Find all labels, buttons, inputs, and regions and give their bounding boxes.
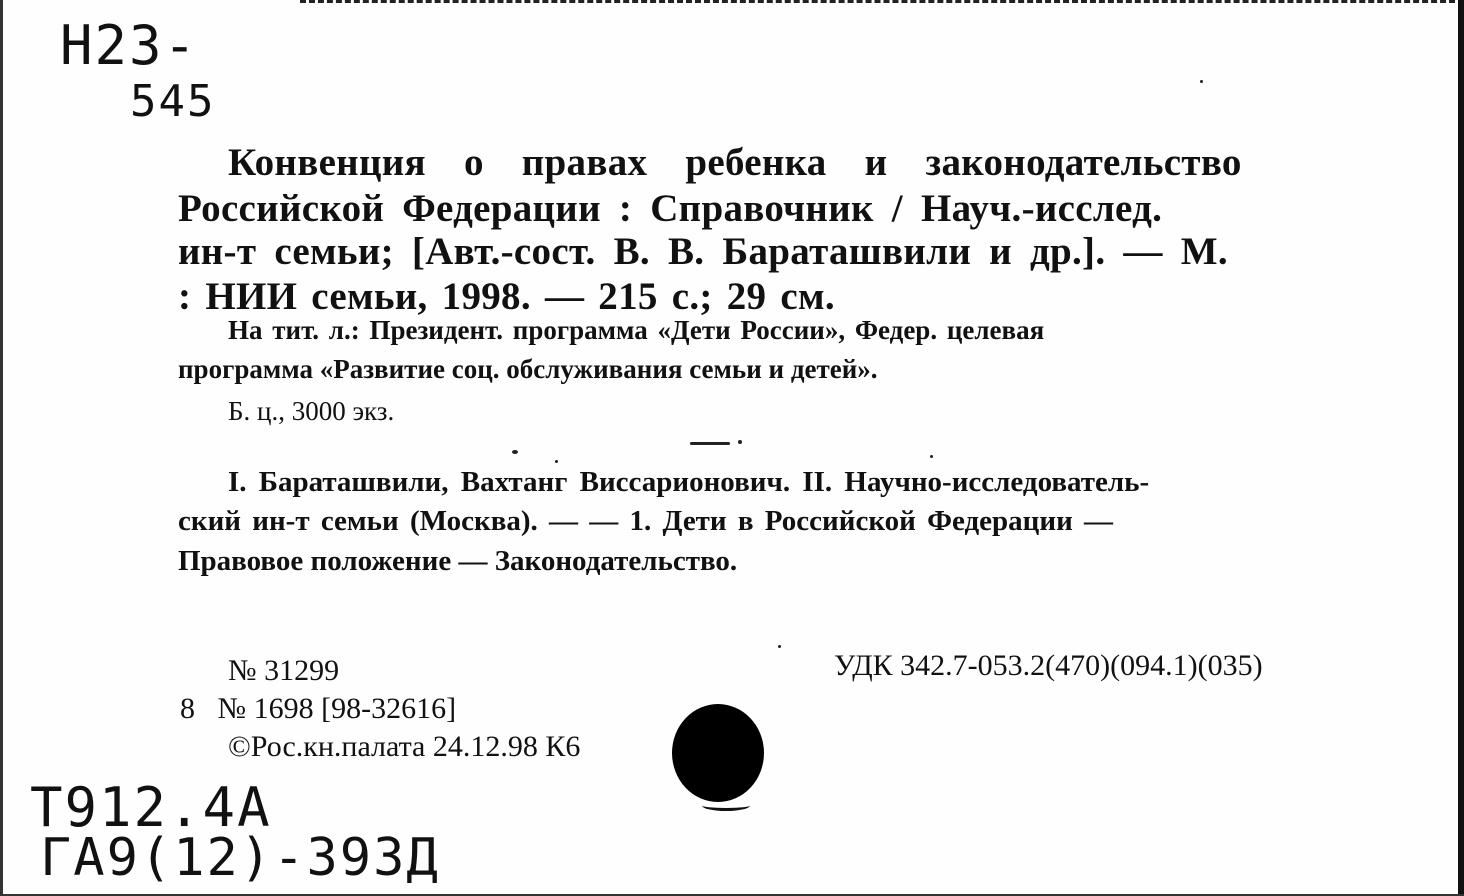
title-line-2: Российской Федерации : Справочник / Науч.-исслед. <box>178 187 1163 230</box>
ink-blot <box>672 704 764 802</box>
dust-speck <box>690 442 730 445</box>
ink-blot-tail <box>702 800 750 811</box>
title-line-4: : НИИ семьи, 1998. — 215 с.; 29 см. <box>178 275 835 318</box>
note-line-2: программа «Развитие соц. обслуживания семьи и детей». <box>178 354 878 384</box>
handwritten-classification-code: Т912.4А <box>30 776 272 839</box>
handwritten-author-code: ГА9(12)-393Д <box>40 828 440 888</box>
book-chamber-line: ©Рос.кн.палата 24.12.98 К6 <box>228 730 581 763</box>
dust-speck <box>555 460 558 463</box>
subject-line-3: Правовое положение — Законодательство. <box>178 545 738 577</box>
card-right-edge <box>1458 0 1464 896</box>
subject-line-1: I. Бараташвили, Вахтанг Виссарионович. II. Научно-исследователь- <box>228 466 1150 498</box>
dust-speck <box>930 455 933 458</box>
title-line-3: ин-т семьи; [Авт.-сост. В. В. Бараташвили и др.]. — М. <box>178 230 1228 273</box>
registration-number: № 31299 <box>228 654 340 687</box>
card-left-edge <box>0 0 3 896</box>
title-line-1: Конвенция о правах ребенка и законодательство <box>228 141 1242 184</box>
registration-second-number <box>180 692 456 726</box>
handwritten-shelf-subcode: 545 <box>130 76 216 127</box>
note-line-1: На тит. л.: Президент. программа «Дети России», Федер. целевая <box>228 315 1045 345</box>
registration-prefix: 8 <box>180 692 195 725</box>
handwritten-shelf-code: Н23- <box>60 14 199 77</box>
note-line-3: Б. ц., 3000 экз. <box>228 396 395 426</box>
registration-second-number-text: № 1698 [98-32616] <box>217 692 457 725</box>
dust-speck <box>512 450 518 454</box>
subject-line-2: ский ин-т семьи (Москва). — — 1. Дети в Российской Федерации — <box>178 505 1114 537</box>
dust-speck <box>1200 80 1203 83</box>
udk-code: УДК 342.7-053.2(470)(094.1)(035) <box>834 649 1263 682</box>
card-top-edge <box>300 0 1464 7</box>
dust-speck <box>738 440 742 444</box>
dust-speck <box>778 645 781 648</box>
